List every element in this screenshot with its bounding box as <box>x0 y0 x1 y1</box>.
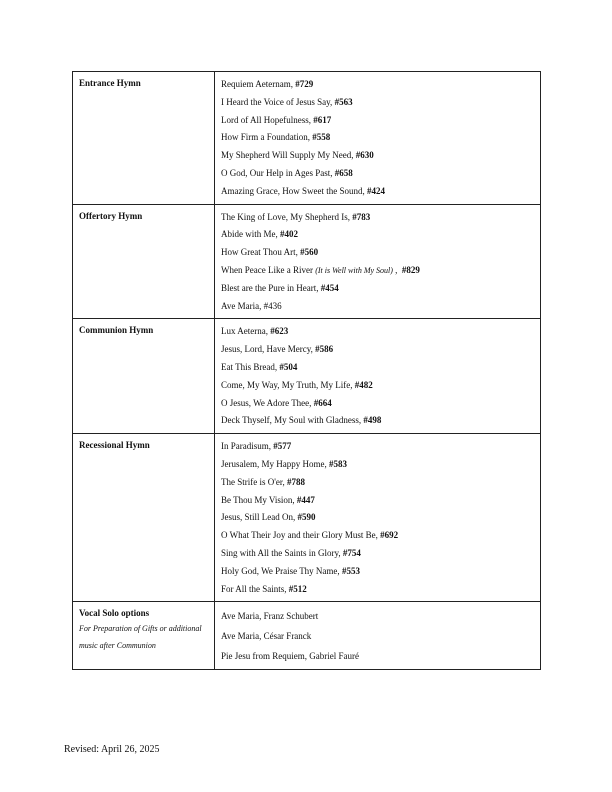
hymn-title: The Strife is O'er, <box>221 476 287 487</box>
hymn-item <box>221 129 540 147</box>
hymn-number: #512 <box>288 583 307 594</box>
section-row <box>73 319 541 434</box>
hymn-table-body <box>73 72 541 670</box>
hymn-item <box>221 509 540 527</box>
hymn-title: Be Thou My Vision, <box>221 494 297 505</box>
hymn-number: #558 <box>312 132 331 143</box>
hymn-title: Jesus, Lord, Have Mercy, <box>221 344 316 355</box>
hymn-item <box>221 298 540 316</box>
hymn-item <box>221 76 540 94</box>
section-row <box>73 602 541 670</box>
hymn-item <box>221 244 540 262</box>
hymn-item <box>221 112 540 130</box>
section-label-cell <box>73 434 215 602</box>
hymn-number: #590 <box>297 512 316 523</box>
hymn-title: Amazing Grace, How Sweet the Sound, <box>221 185 367 196</box>
hymn-title: Lux Aeterna, <box>221 326 271 337</box>
hymn-number: #829 <box>401 264 420 275</box>
hymn-subtitle: (It is Well with My Soul) <box>315 265 393 275</box>
hymn-title: Holy God, We Praise Thy Name, <box>221 565 342 576</box>
hymn-number: #729 <box>295 79 314 89</box>
hymn-number: #402 <box>280 229 298 240</box>
hymn-number: #482 <box>354 379 373 390</box>
hymn-title: Abide with Me, <box>221 229 280 240</box>
hymn-title: For All the Saints, <box>221 583 289 594</box>
hymn-number: #560 <box>300 247 319 258</box>
hymn-number: #664 <box>313 397 332 408</box>
hymn-separator: , <box>392 264 402 275</box>
section-label-cell <box>73 72 215 205</box>
hymn-title: Requiem Aeternam, <box>221 79 296 89</box>
hymn-title: Deck Thyself, My Soul with Gladness, <box>221 415 364 426</box>
hymn-title: When Peace Like a River <box>221 264 316 275</box>
hymn-item <box>221 438 540 456</box>
section-items-cell <box>215 602 541 670</box>
hymn-item <box>221 280 540 298</box>
section-row <box>73 72 541 205</box>
section-note: For Preparation of Gifts or additional music after Communion <box>79 624 202 651</box>
hymn-title: In Paradisum, <box>221 441 274 452</box>
hymn-number: #454 <box>320 282 339 293</box>
hymn-number: #692 <box>380 530 399 541</box>
hymn-title: Blest are the Pure in Heart, <box>221 282 321 293</box>
hymn-number: #783 <box>352 211 371 222</box>
hymn-number: #583 <box>328 458 347 469</box>
hymn-number: #754 <box>342 547 361 558</box>
hymn-title: Pie Jesu from Requiem, Gabriel Fauré <box>221 651 359 662</box>
hymn-item <box>221 581 540 599</box>
section-label-cell <box>73 602 215 670</box>
hymn-title: I Heard the Voice of Jesus Say, <box>221 96 335 107</box>
hymn-item <box>221 209 540 227</box>
section-items-cell <box>215 434 541 602</box>
hymn-item <box>221 395 540 413</box>
hymn-item <box>221 377 540 395</box>
hymn-item <box>221 563 540 581</box>
section-label: Communion Hymn <box>79 325 154 336</box>
hymn-item <box>221 606 540 626</box>
hymn-item <box>221 147 540 165</box>
section-label: Offertory Hymn <box>79 210 143 221</box>
hymn-item <box>221 323 540 341</box>
hymn-item <box>221 626 540 646</box>
hymn-item <box>221 94 540 112</box>
hymn-title: Ave Maria, #436 <box>221 300 282 311</box>
hymn-title: O God, Our Help in Ages Past, <box>221 167 335 178</box>
hymn-title: O Jesus, We Adore Thee, <box>221 397 314 408</box>
section-items-cell <box>215 204 541 319</box>
hymn-title: The King of Love, My Shepherd Is, <box>221 211 353 222</box>
section-label-cell <box>73 319 215 434</box>
hymn-title: Jesus, Still Lead On, <box>221 512 298 523</box>
hymn-item <box>221 412 540 430</box>
hymn-title: Sing with All the Saints in Glory, <box>221 547 343 558</box>
section-row <box>73 204 541 319</box>
hymn-title: How Great Thou Art, <box>221 247 301 258</box>
hymn-title: Ave Maria, César Franck <box>221 631 312 642</box>
hymn-title: Ave Maria, Franz Schubert <box>221 611 319 622</box>
hymn-title: Eat This Bread, <box>221 361 280 372</box>
hymn-title: Come, My Way, My Truth, My Life, <box>221 379 355 390</box>
section-label: Vocal Solo options <box>79 608 150 619</box>
hymn-number: #623 <box>270 326 289 337</box>
hymn-title: My Shepherd Will Supply My Need, <box>221 150 356 161</box>
section-label: Entrance Hymn <box>79 78 141 88</box>
hymn-item <box>221 456 540 474</box>
section-items-cell <box>215 319 541 434</box>
section-label-cell <box>73 204 215 319</box>
hymn-number: #617 <box>313 114 332 125</box>
hymn-item <box>221 545 540 563</box>
hymn-number: #553 <box>341 565 360 576</box>
hymn-number: #504 <box>279 361 298 372</box>
hymn-item <box>221 359 540 377</box>
hymn-number: #563 <box>334 96 353 107</box>
hymn-item <box>221 492 540 510</box>
hymn-title: Jerusalem, My Happy Home, <box>221 458 329 469</box>
hymn-number: #630 <box>355 150 374 161</box>
hymn-number: #424 <box>366 185 385 196</box>
hymn-table <box>72 71 541 670</box>
hymn-number: #788 <box>287 476 305 487</box>
hymn-item <box>221 646 540 666</box>
hymn-number: #577 <box>273 441 292 452</box>
hymn-number: #447 <box>296 494 315 505</box>
hymn-number: #586 <box>315 344 334 355</box>
section-row <box>73 434 541 602</box>
revised-date: Revised: April 26, 2025 <box>64 744 160 755</box>
section-label: Recessional Hymn <box>79 440 150 451</box>
section-items-cell <box>215 72 541 205</box>
hymn-item <box>221 527 540 545</box>
hymn-title: O What Their Joy and their Glory Must Be, <box>221 530 381 541</box>
hymn-title: Lord of All Hopefulness, <box>221 114 314 125</box>
hymn-item <box>221 262 540 280</box>
hymn-number: #498 <box>363 415 382 426</box>
hymn-item <box>221 474 540 492</box>
hymn-title: How Firm a Foundation, <box>221 132 313 143</box>
hymn-item <box>221 165 540 183</box>
hymn-item <box>221 183 540 201</box>
hymn-item <box>221 341 540 359</box>
hymn-item <box>221 226 540 244</box>
hymn-number: #658 <box>334 167 353 178</box>
